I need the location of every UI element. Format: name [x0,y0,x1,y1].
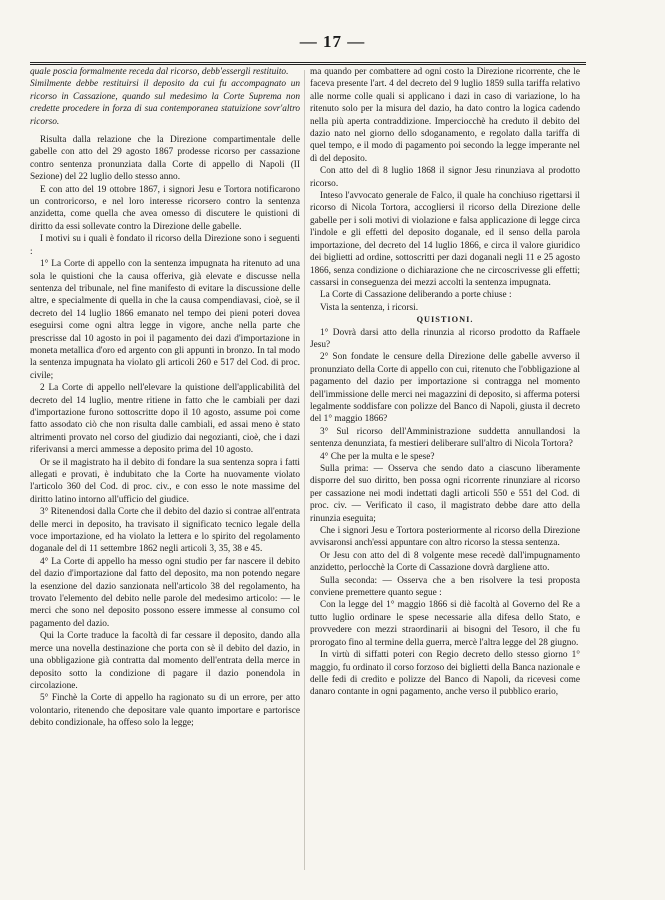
paragraph: 3° Sul ricorso dell'Amministrazione suddetta annullandosi la sentenza denunziata, fa mestieri deliberare sull'altro di Nicola Tortora? [310,426,580,450]
paragraph: 3° Ritenendosi dalla Corte che il debito del dazio si contrae all'entrata delle merci in deposito, ha travisato il significato tecnico legale della voce importazione, ed ha violato la lettera e lo spirito del regolamento doganale del di 11 settembre 1862 negli articoli 3, 35, 38 e 45. [30,507,300,555]
left-column [30,66,300,876]
paragraph: Vista la sentenza, i ricorsi. [320,302,419,313]
paragraph: Che i signori Jesu e Tortora posteriormente al ricorso della Direzione avvisaronsi anch'essi appuntare con altro ricorso la stessa sentenza. [310,526,580,549]
paragraph: Risulta dalla relazione che la Direzione compartimentale delle gabelle con atto del 29 agosto 1867 prodesse ricorso per cassazione contro sentenza pronunziata dalla Corte di appello di Napoli (II Sezione) del 22 luglio dello stesso anno. [30,135,300,183]
paragraph: Inteso l'avvocato generale de Falco, il quale ha conchiuso rigettarsi il ricorso di Nicola Tortora, accogliersi il ricorso della Direzione delle gabelle per i soli motivi di violazione e falsa applicazione di legge circa l'indole e gli effetti del deposito doganale, ed il senso della parola importazione, del decreto del 14 luglio 1866, e circa il valore giuridico dei biglietti ad ordine, sottoscritti per dazi doganali negli 11 e 25 agosto 1866, senza condizione o dichiarazione che ne circoscrivesse gli effetti; cassarsi in conseguenza dei mezzi accolti la sentenza impugnata. [310,191,580,288]
right-column [310,66,580,876]
paragraph: E con atto del 19 ottobre 1867, i signori Jesu e Tortora notificarono un controricorso, e nel loro interesse ricorsero contro la sentenza anzidetta, come quella che avea omesso di discutere le quistioni di diritto da essi sollevate contro la Direzione delle gabelle. [30,184,300,232]
paragraph: 2 La Corte di appello nell'elevare la quistione dell'applicabilità del decreto del 14 luglio, mentre ritiene in fatto che le cambiali per dazi d'importazione furono sottoscritte dopo il 10 agosto, assume poi come fatto assodato ciò che non risulta dalle cambiali, ed assai meno è stato altrimenti provato nel corso del giudizio dai negozianti, cioè, che i dazi riferivansi a merci ammesse a deposito prima del 10 agosto. [30,383,300,456]
header-rule [30,62,586,65]
paragraph: 2° Son fondate le censure della Direzione delle gabelle avverso il pronunziato della Corte di appello con cui, ritenuto che l'obbligazione al pagamento del dazio per importazione si contragga nel momento dell'immissione delle merci nei magazzini di deposito, si afferma potersi legalmente soddisfare con polizze del Banco di Napoli, giusta il decreto del 1° maggio 1866? [310,352,580,425]
paragraph: La Corte di Cassazione deliberando a porte chiuse : [320,290,512,301]
paragraph: Qui la Corte traduce la facoltà di far cessare il deposito, dando alla merce una novella destinazione che porta con sè il debito del dazio, in una obbligazione già contratta dal momento dell'entrata della merce in deposito sotto la condizione di pagare il dazio ponendola in circolazione. [30,631,300,691]
paragraph: Sulla seconda: — Osserva che a ben risolvere la tesi proposta conviene premettere quanto segue : [310,575,580,599]
paragraph: quale poscia formalmente receda dal ricorso, debb'essergli restituito. [30,67,289,77]
paragraph: Or se il magistrato ha il debito di fondare la sua sentenza sopra i fatti allegati e provati, è indubitato che la Corte ha nuovamente violato l'articolo 360 del Cod. di proc. civ., e con esso le note massime del diritto latino intorno all'ufficio del giudice. [30,457,300,505]
paragraph: 4° Che per la multa e le spese? [320,451,435,462]
paragraph: Con atto del dì 8 luglio 1868 il signor Jesu rinunziava al prodotto ricorso. [310,166,580,189]
paragraph: 4° La Corte di appello ha messo ogni studio per far nascere il debito del dazio d'importazione dal fatto del deposito, ma non potendo negare la esenzione del dazio sanzionata nell'articolo 38 del regolamento, ha trovato l'elemento del debito nelle parole del medesimo articolo: — le merci che sono nel deposito possono essere immesse al consumo col pagamento del dazio. [30,556,300,629]
paragraph: Sulla prima: — Osserva che sendo dato a ciascuno liberamente disporre del suo diritto, ben possa ogni ricorrente rinunziare al ricorso per cassazione nei modi indettati dagli articoli 550 e 551 del Cod. di proc. civ. — Verificato il caso, il magistrato debbe dare atto della rinunzia eseguita; [310,464,580,524]
paragraph: In virtù di siffatti poteri con Regio decreto dello stesso giorno 1° maggio, fu ordinato il corso forzoso dei biglietti della Banca nazionale e delle fedi di credito e polizze del Banco di Napoli, da ricevesi come danaro contante in ogni pagamento, anche verso il pubblico erario, [310,650,580,698]
paragraph: Con la legge del 1° maggio 1866 si diè facoltà al Governo del Re a tutto luglio ordinare le spese necessarie alla difesa dello Stato, e provvedere con mezzi straordinarii ai bisogni del Tesoro, il che fu prorogato fino al termine della guerra, mercè l'altra legge del 28 giugno. [310,600,580,648]
paragraph: I motivi su i quali è fondato il ricorso della Direzione sono i seguenti : [30,234,300,257]
paragraph: ma quando per combattere ad ogni costo la Direzione ricorrente, che le faceva presente l'art. 4 del decreto del 9 luglio 1859 sulla tariffa relativo alle norme colle quali si applicano i dazi in caso di variazione, lo ha ritenuto solo per la misura del dazio, ha dato contro la logica cadendo nella più aperta contraddizione. Imperciocchè ha creduto il debito del dazio nato nel giorno dello sdoganamento, e regolato dalla tariffa di quel tempo, e il modo di pagamento poi secondo la legge imperante nel dì del deposito. [310,67,580,164]
paragraph: 1° La Corte di appello con la sentenza impugnata ha ritenuto ad una sola le quistioni che la causa offeriva, già elevate e discusse nella sentenza del tribunale, nel fine manifesto di evitare la discussione delle altre, e specialmente di quella in che la causa compendiavasi, cioè, se il decreto del 14 luglio 1866 emanato nel tempo dei pieni poteri dovea eseguirsi come ogni altra legge in vigore, anche nella parte che prescrisse dal 10 agosto in poi il pagamento dei dazi d'importazione in moneta metallica d'oro ed argento con gli appunti in bronzo. In tal modo la sentenza impugnata ha violato gli articoli 260 e 517 del Cod. di proc. civile; [30,259,300,381]
paragraph: Or Jesu con atto del dì 8 volgente mese recedè dall'impugnamento anzidetto, perlocchè la Corte di Cassazione dovrà dargliene atto. [310,550,580,574]
paragraph: 1° Dovrà darsi atto della rinunzia al ricorso prodotto da Raffaele Jesu? [310,327,580,350]
page-number: — 17 — [299,32,366,51]
column-divider [304,70,305,870]
paragraph: Similmente debbe restituirsi il deposito da cui fu accompagnato un ricorso in Cassazione, quando sul medesimo la Corte Suprema non credette procedere in forza di sua contemporanea statuizione sovr'altro ricorso. [30,79,300,127]
paragraph: 5° Finchè la Corte di appello ha ragionato su di un errore, per atto volontario, ritenendo che depositare vale quanto importare e partorisce debito condizionale, ha offeso solo la legge; [30,693,300,729]
section-heading: QUISTIONI. [416,315,474,325]
